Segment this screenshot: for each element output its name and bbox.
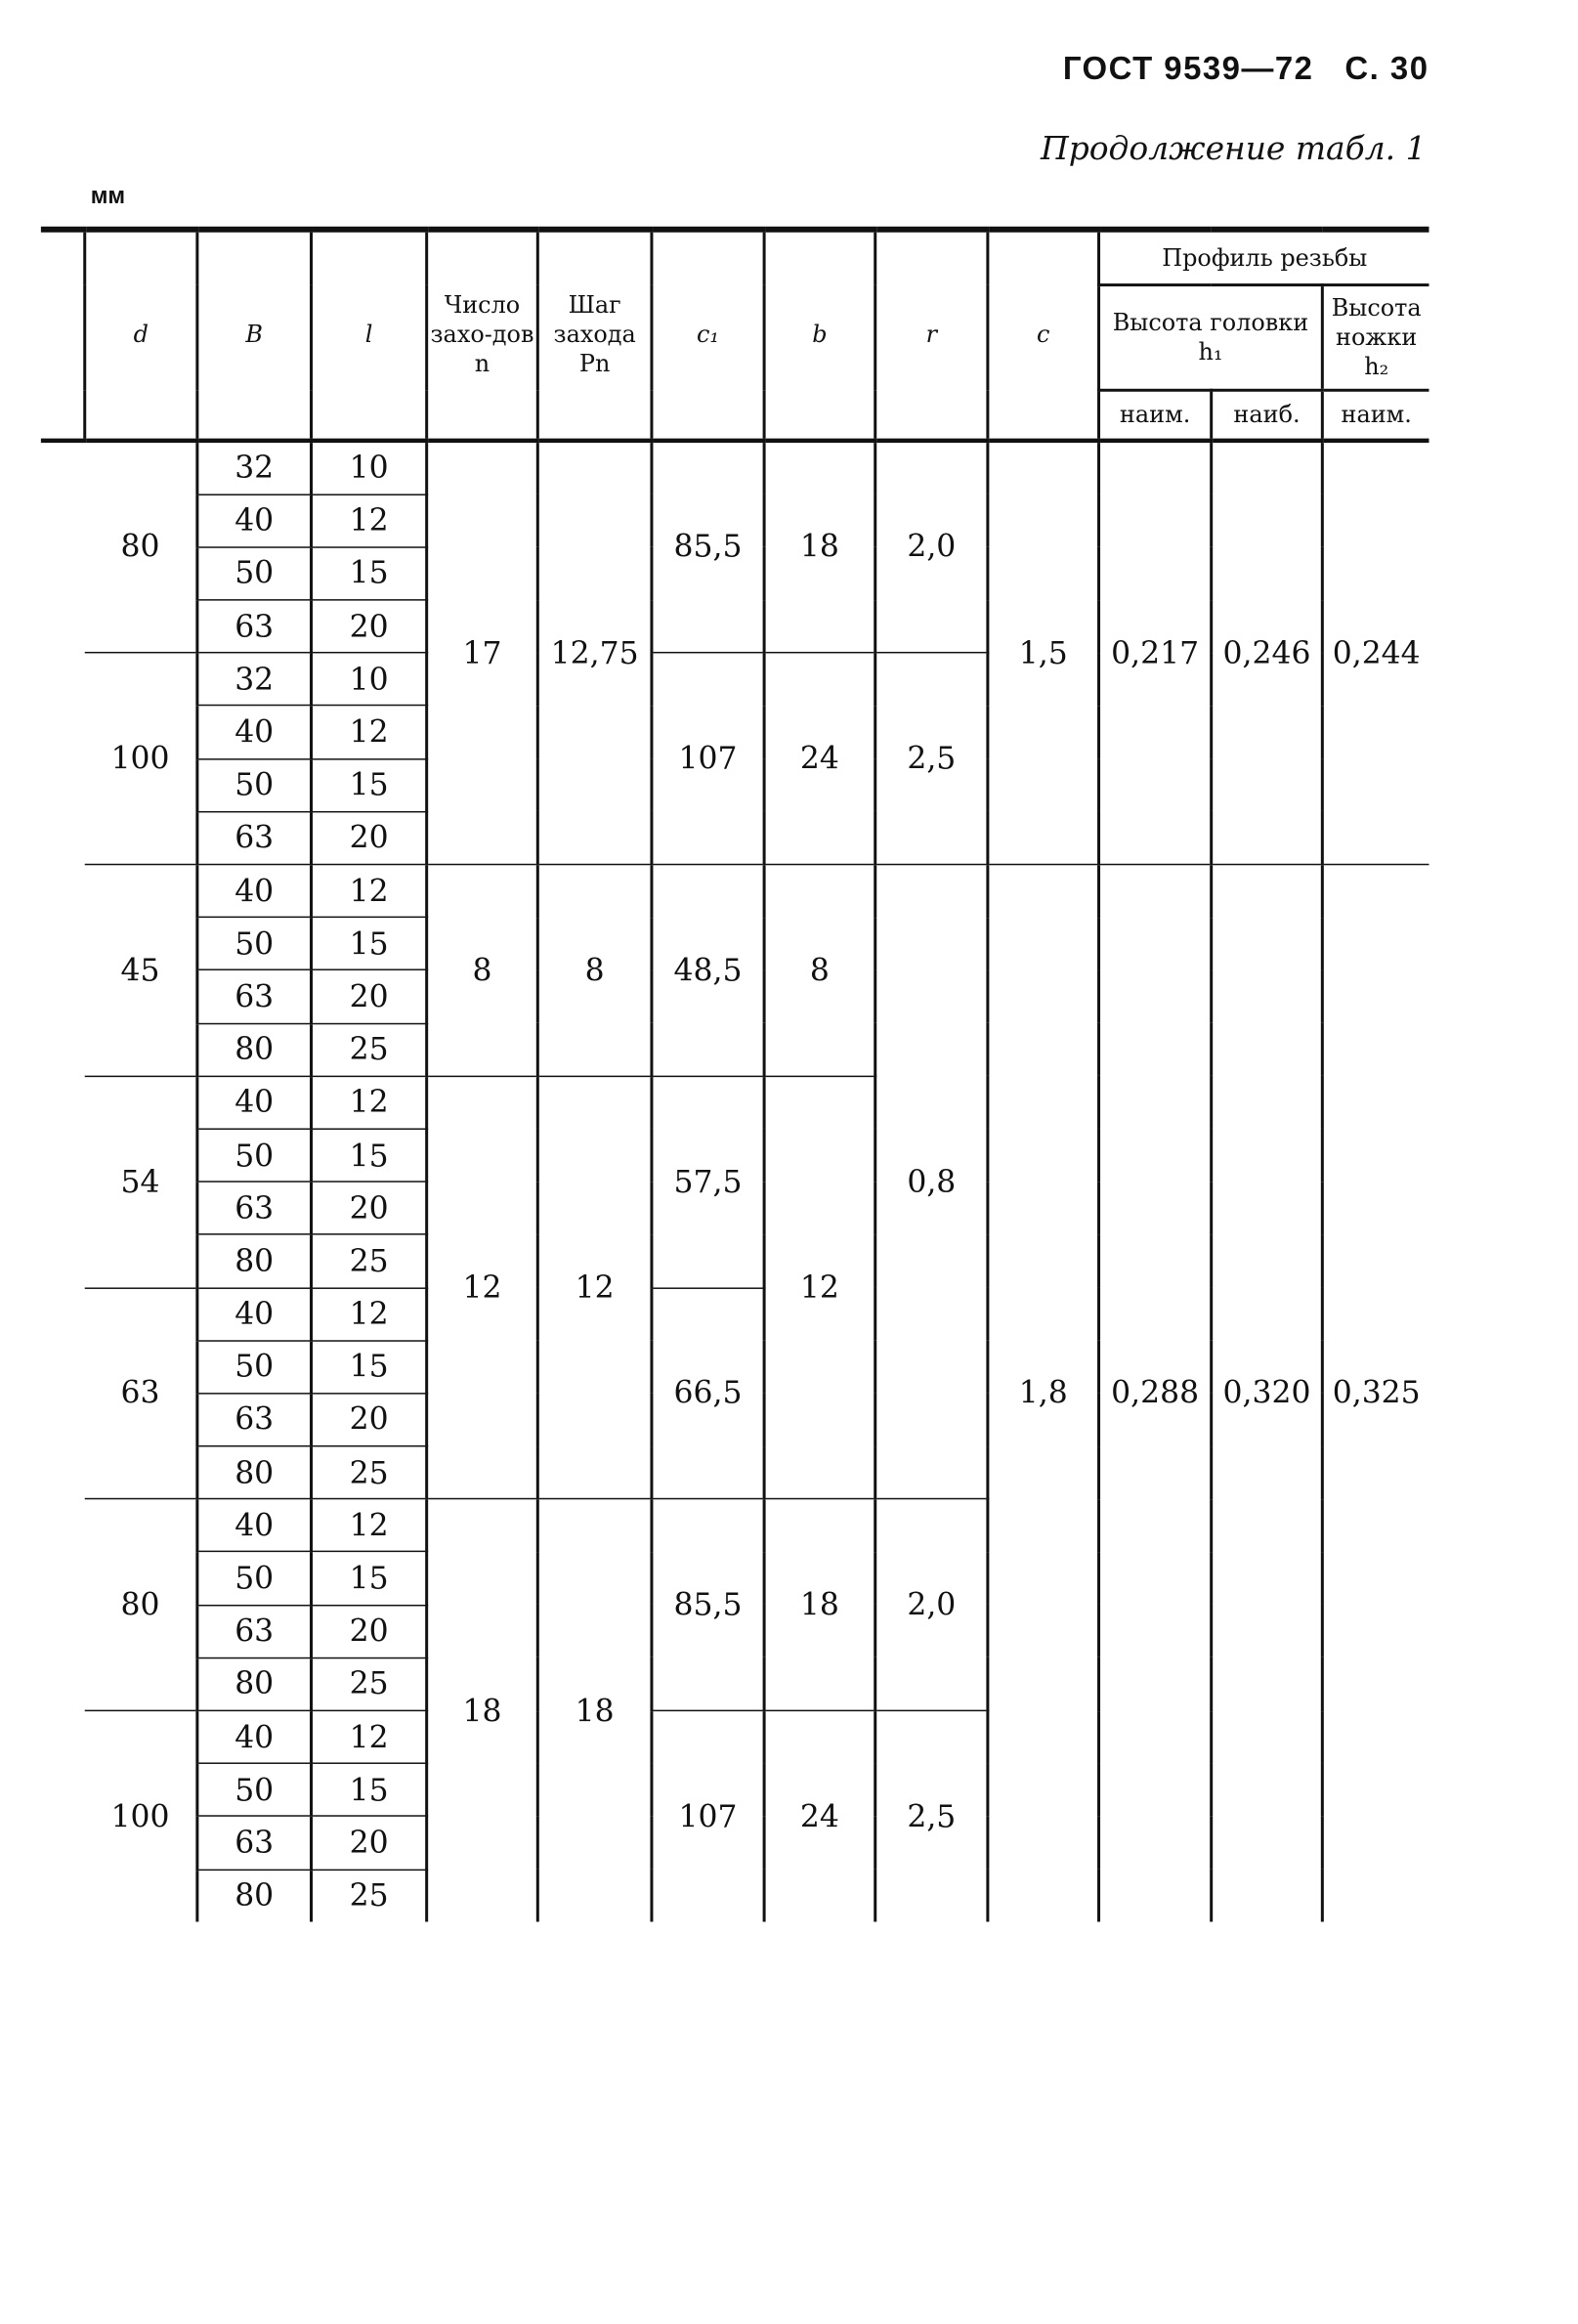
cell-b: 18 (764, 1499, 875, 1710)
cell-l: 20 (312, 811, 427, 864)
cell-r: 0,8 (875, 865, 988, 1499)
cell-l: 15 (312, 1129, 427, 1182)
cell-l: 15 (312, 1552, 427, 1605)
cell-B: 50 (197, 758, 312, 811)
cell-c1: 66,5 (652, 1287, 764, 1498)
cell-l: 20 (312, 1605, 427, 1657)
table-continuation-label: Продолжение табл. 1 (1041, 131, 1427, 168)
cell-B: 32 (197, 653, 312, 706)
table-row (41, 440, 1429, 495)
cell-B: 63 (197, 1182, 312, 1234)
cell-l: 20 (312, 1817, 427, 1870)
cell-Pn: 18 (537, 1499, 652, 1921)
cell-Pn: 12,75 (537, 440, 652, 864)
cell-l: 12 (312, 1710, 427, 1763)
col-h2-min: наим. (1322, 390, 1429, 440)
cell-d: 100 (110, 1798, 170, 1834)
cell-c1: 57,5 (652, 1076, 764, 1287)
cell-h1-min: 0,217 (1099, 440, 1212, 864)
cell-B: 80 (197, 1023, 312, 1076)
cell-B: 50 (197, 1341, 312, 1394)
table-row (41, 865, 1429, 918)
cell-d: 54 (85, 1076, 197, 1287)
cell-c1: 48,5 (652, 865, 764, 1076)
cell-B: 40 (197, 1076, 312, 1129)
cell-c1: 85,5 (652, 440, 764, 653)
cell-n: 12 (427, 1076, 538, 1499)
cell-l: 12 (312, 1287, 427, 1340)
cell-l: 25 (312, 1657, 427, 1710)
cell-h2-min: 0,244 (1322, 440, 1429, 864)
col-c: c (988, 230, 1099, 440)
page-header (1063, 50, 1429, 88)
cell-B: 50 (197, 547, 312, 600)
cell-l: 15 (312, 1341, 427, 1394)
cell-l: 10 (312, 440, 427, 495)
cell-h1-max: 0,246 (1212, 440, 1323, 864)
cell-B: 50 (197, 1129, 312, 1182)
cell-l: 20 (312, 1394, 427, 1446)
cell-B: 63 (197, 1605, 312, 1657)
cell-B: 40 (197, 1287, 312, 1340)
cell-r: 2,5 (875, 1710, 988, 1921)
cell-B: 63 (197, 1394, 312, 1446)
cell-l: 12 (312, 865, 427, 918)
cell-B: 50 (197, 918, 312, 970)
cell-h1-min: 0,288 (1099, 865, 1212, 1922)
cell-B: 40 (197, 1710, 312, 1763)
cell-c: 1,5 (988, 440, 1099, 864)
col-n: Число захо-дов n (427, 230, 538, 440)
cell-d: 100 (85, 653, 197, 864)
cell-n: 17 (427, 440, 538, 864)
table-body (41, 440, 1429, 1921)
cell-l: 25 (312, 1446, 427, 1499)
cell-b: 12 (764, 1076, 875, 1499)
cell-B: 50 (197, 1763, 312, 1816)
cell-l: 20 (312, 600, 427, 653)
cell-l: 25 (312, 1023, 427, 1076)
cell-B: 63 (197, 970, 312, 1023)
cell-l: 12 (312, 1076, 427, 1129)
cell-r: 2,0 (875, 1499, 988, 1710)
page-number: С. 30 (1344, 49, 1429, 87)
cell-d: 45 (85, 865, 197, 1076)
cell-B: 32 (197, 440, 312, 495)
col-Pn: Шаг захода Pn (537, 230, 652, 440)
col-B: B (197, 230, 312, 440)
cell-c1: 85,5 (652, 1499, 764, 1710)
standard-number: ГОСТ 9539—72 (1062, 49, 1314, 87)
cell-l: 15 (312, 758, 427, 811)
thread-parameters-table (41, 227, 1429, 1921)
col-b: b (764, 230, 875, 440)
cell-b: 24 (764, 1710, 875, 1921)
cell-l: 10 (312, 653, 427, 706)
cell-Pn: 12 (537, 1076, 652, 1499)
cell-B: 80 (197, 1234, 312, 1287)
cell-l: 25 (312, 1234, 427, 1287)
cell-l: 20 (312, 970, 427, 1023)
cell-B: 40 (197, 865, 312, 918)
cell-B: 80 (197, 1446, 312, 1499)
units-label: мм (90, 184, 126, 209)
cell-B: 80 (197, 1870, 312, 1921)
cell-h1-max: 0,320 (1212, 865, 1323, 1922)
col-h1-min: наим. (1099, 390, 1212, 440)
cell-B: 63 (197, 1817, 312, 1870)
cell-d: 63 (85, 1287, 197, 1498)
cell-Pn: 8 (537, 865, 652, 1076)
cell-B: 40 (197, 1499, 312, 1552)
cell-B: 63 (197, 811, 312, 864)
col-d: d (85, 230, 197, 440)
col-h1-max: наиб. (1212, 390, 1323, 440)
cell-h2-min: 0,325 (1322, 865, 1429, 1922)
cell-d: 80 (85, 440, 197, 653)
col-l: l (312, 230, 427, 440)
cell-l: 15 (312, 918, 427, 970)
cell-B: 63 (197, 600, 312, 653)
cell-n: 18 (427, 1499, 538, 1921)
cell-c: 1,8 (988, 865, 1099, 1922)
cell-b: 18 (764, 440, 875, 653)
cell-l: 12 (312, 1499, 427, 1552)
cell-B: 50 (197, 1552, 312, 1605)
cell-b: 24 (764, 653, 875, 864)
cell-B: 40 (197, 706, 312, 758)
cell-b: 8 (764, 865, 875, 1076)
cell-l: 12 (312, 706, 427, 758)
cell-l: 12 (312, 495, 427, 547)
cell-l: 15 (312, 1763, 427, 1816)
cell-B: 40 (197, 495, 312, 547)
cell-l: 25 (312, 1870, 427, 1921)
cell-d: 80 (85, 1499, 197, 1710)
col-c1: c₁ (652, 230, 764, 440)
spacer-col (41, 230, 85, 440)
cell-l: 15 (312, 547, 427, 600)
cell-c1: 107 (652, 1710, 764, 1921)
col-thread-profile: Профиль резьбы (1099, 230, 1429, 285)
col-h2: Высота ножки h₂ (1322, 285, 1429, 391)
col-r: r (875, 230, 988, 440)
cell-c1: 107 (652, 653, 764, 864)
spacer-cell (41, 440, 85, 1921)
cell-l: 20 (312, 1182, 427, 1234)
cell-n: 8 (427, 865, 538, 1076)
cell-B: 80 (197, 1657, 312, 1710)
cell-r: 2,0 (875, 440, 988, 653)
cell-r: 2,5 (875, 653, 988, 864)
col-h1: Высота головки h₁ (1099, 285, 1323, 391)
